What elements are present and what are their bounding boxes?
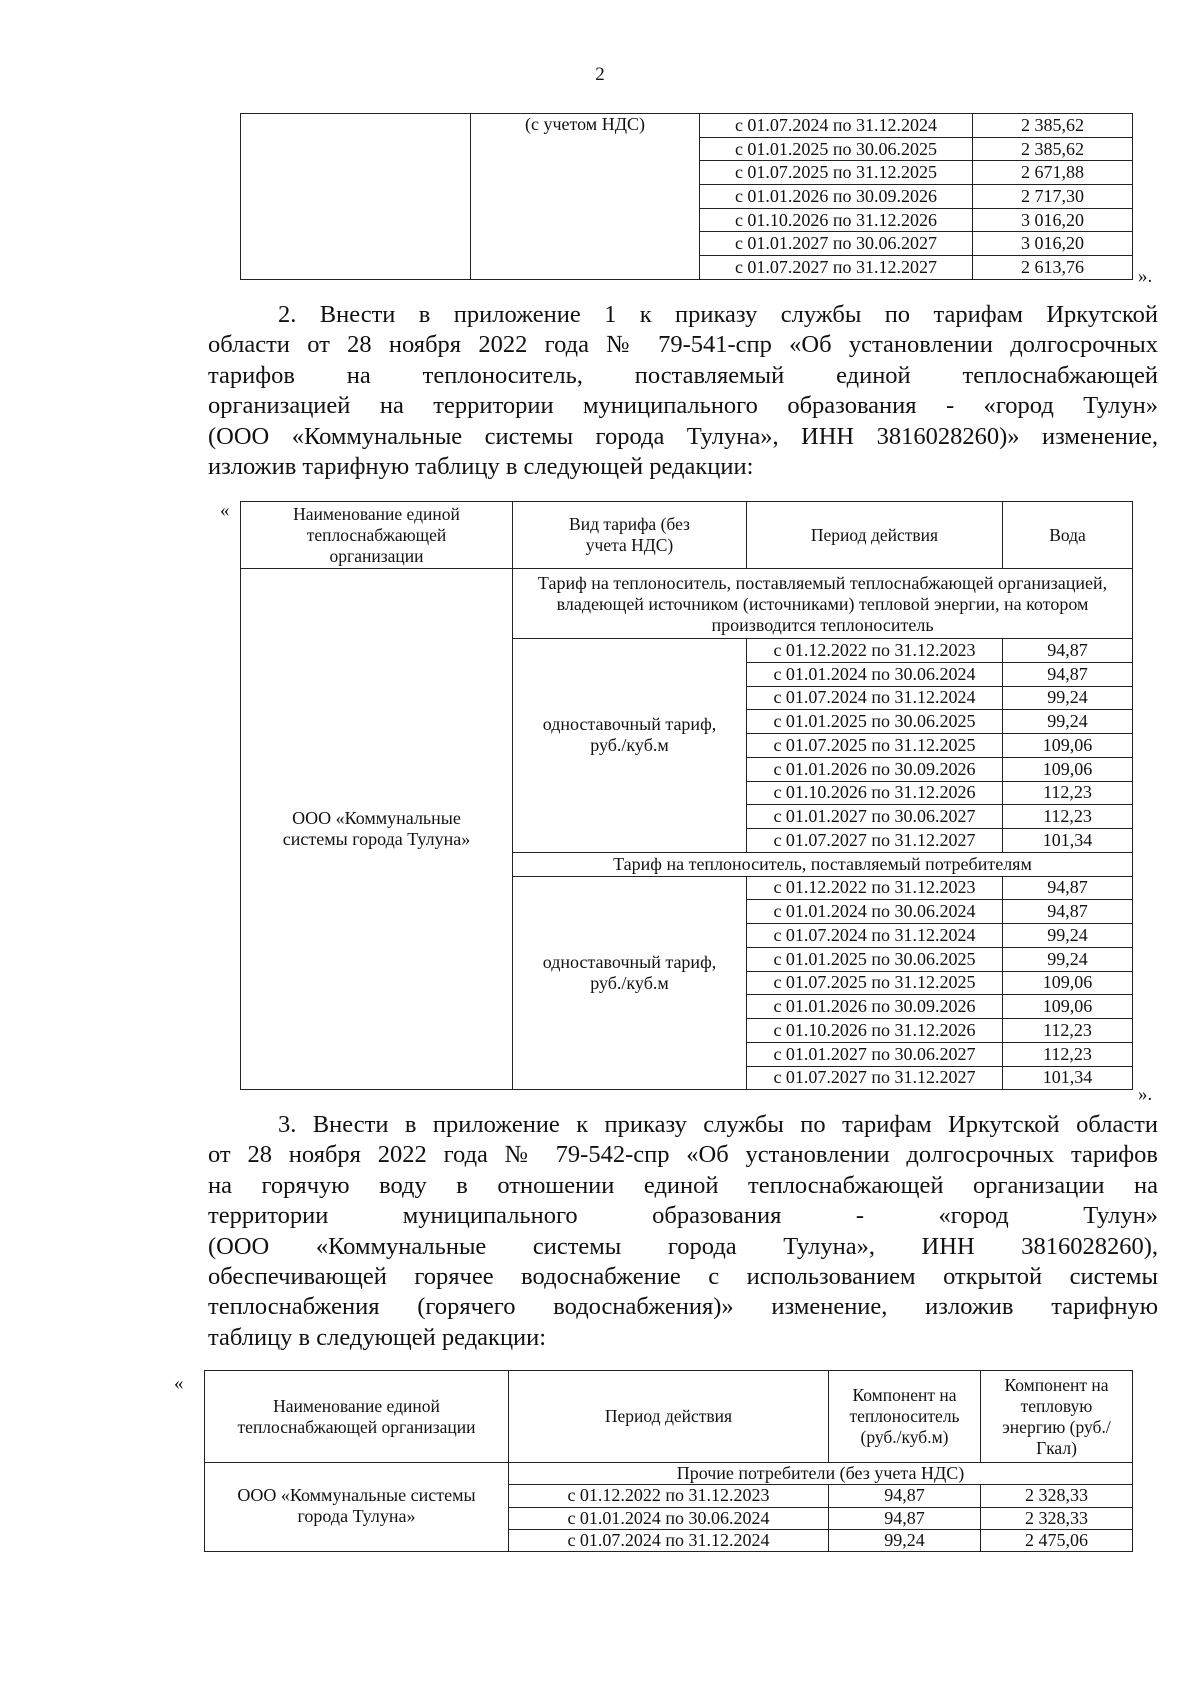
para3-line: 3. Внести в приложение к приказу службы по тарифам Иркутской области [278, 1111, 1158, 1138]
value-cell: 94,87 [1003, 876, 1133, 900]
section2-tariff-cell: одноставочный тариф, руб./куб.м [513, 876, 747, 1090]
value-cell: 112,23 [1003, 1019, 1133, 1043]
value-cell: 112,23 [1003, 781, 1133, 805]
value-cell: 109,06 [1003, 757, 1133, 781]
table3-open-mark: « [174, 1373, 184, 1394]
period-cell: с 01.07.2024 по 31.12.2024 [747, 686, 1003, 710]
section-title-row [205, 1463, 1133, 1485]
energy-cell: 2 328,33 [981, 1507, 1133, 1529]
paragraph-3 [208, 1110, 1158, 1353]
carrier-cell: 94,87 [829, 1485, 981, 1507]
period-cell: с 01.01.2027 по 30.06.2027 [747, 805, 1003, 829]
value-cell: 3 016,20 [973, 232, 1133, 256]
tariff-type-cell: (с учетом НДС) [471, 114, 700, 280]
para3-line: на горячую воду в отношении единой теплоснабжающей организации на [208, 1171, 1158, 1199]
value-cell: 99,24 [1003, 710, 1133, 734]
header-period: Период действия [747, 502, 1003, 569]
value-cell: 2 717,30 [973, 185, 1133, 209]
period-cell: с 01.01.2027 по 30.06.2027 [747, 1042, 1003, 1066]
section1-title: Тариф на теплоноситель, поставляемый теплоснабжающей организацией, владеющей источником (источниками) тепловой энергии, на котором производится теплоноситель [513, 569, 1133, 639]
value-cell: 101,34 [1003, 829, 1133, 853]
period-cell: с 01.01.2026 по 30.09.2026 [747, 757, 1003, 781]
value-cell: 101,34 [1003, 1066, 1133, 1090]
period-cell: с 01.07.2027 по 31.12.2027 [700, 256, 973, 280]
value-cell: 2 613,76 [973, 256, 1133, 280]
period-cell: с 01.01.2025 по 30.06.2025 [700, 137, 973, 161]
value-cell: 99,24 [1003, 947, 1133, 971]
value-cell: 112,23 [1003, 1042, 1133, 1066]
value-cell: 94,87 [1003, 900, 1133, 924]
value-cell: 112,23 [1003, 805, 1133, 829]
carrier-cell: 94,87 [829, 1507, 981, 1529]
period-cell: с 01.01.2025 по 30.06.2025 [747, 710, 1003, 734]
period-cell: с 01.07.2025 по 31.12.2025 [747, 734, 1003, 758]
period-cell: с 01.10.2026 по 31.12.2026 [747, 1019, 1003, 1043]
value-cell: 109,06 [1003, 995, 1133, 1019]
header-org: Наименование единой теплоснабжающей организации [205, 1371, 509, 1463]
header-water: Вода [1003, 502, 1133, 569]
value-cell: 109,06 [1003, 734, 1133, 758]
para3-line: (ООО «Коммунальные системы города Тулуна», ИНН 3816028260), [208, 1232, 1158, 1260]
org-cell [241, 114, 471, 280]
header-energy: Компонент на тепловую энергию (руб./Гкал) [981, 1371, 1133, 1463]
period-cell: с 01.01.2024 по 30.06.2024 [747, 662, 1003, 686]
period-cell: с 01.10.2026 по 31.12.2026 [747, 781, 1003, 805]
header-carrier: Компонент на теплоноситель (руб./куб.м) [829, 1371, 981, 1463]
value-cell: 3 016,20 [973, 208, 1133, 232]
header-org: Наименование единой теплоснабжающей организации [241, 502, 513, 569]
period-cell: с 01.07.2024 по 31.12.2024 [747, 924, 1003, 948]
energy-cell: 2 475,06 [981, 1529, 1133, 1551]
value-cell: 109,06 [1003, 971, 1133, 995]
hot-water-tariff-table [204, 1370, 1133, 1552]
para2-line: (ООО «Коммунальные системы города Тулуна», ИНН 3816028260)» изменение, [208, 422, 1158, 450]
period-cell: с 01.10.2026 по 31.12.2026 [700, 208, 973, 232]
period-cell: с 01.12.2022 по 31.12.2023 [747, 876, 1003, 900]
energy-cell: 2 328,33 [981, 1485, 1133, 1507]
tariff-table-continuation [240, 113, 1133, 280]
para2-line: изложив тарифную таблицу в следующей редакции: [208, 453, 754, 481]
period-cell: с 01.01.2026 по 30.09.2026 [700, 185, 973, 209]
period-cell: с 01.07.2025 по 31.12.2025 [747, 971, 1003, 995]
para3-line: таблицу в следующей редакции: [208, 1323, 547, 1351]
table2-closing-mark: ». [1138, 1084, 1153, 1105]
para3-line: территории муниципального образования - «город Тулун» [208, 1202, 1158, 1230]
para3-line: теплоснабжения (горячего водоснабжения)» изменение, изложив тарифную [208, 1293, 1158, 1321]
period-cell: с 01.07.2024 по 31.12.2024 [509, 1529, 829, 1551]
period-cell: с 01.07.2025 по 31.12.2025 [700, 161, 973, 185]
value-cell: 94,87 [1003, 639, 1133, 663]
section1-tariff-cell: одноставочный тариф, руб./куб.м [513, 639, 747, 853]
period-cell: с 01.01.2024 по 30.06.2024 [509, 1507, 829, 1529]
period-cell: с 01.07.2027 по 31.12.2027 [747, 1066, 1003, 1090]
value-cell: 99,24 [1003, 924, 1133, 948]
period-cell: с 01.01.2025 по 30.06.2025 [747, 947, 1003, 971]
period-cell: с 01.12.2022 по 31.12.2023 [509, 1485, 829, 1507]
para2-line: организацией на территории муниципального образования - «город Тулун» [208, 392, 1158, 420]
period-cell: с 01.12.2022 по 31.12.2023 [747, 639, 1003, 663]
table1-closing-mark: ». [1138, 266, 1153, 287]
period-cell: с 01.01.2026 по 30.09.2026 [747, 995, 1003, 1019]
org-name-cell: ООО «Коммунальные системы города Тулуна» [205, 1463, 509, 1552]
value-cell: 2 671,88 [973, 161, 1133, 185]
section-title: Прочие потребители (без учета НДС) [509, 1463, 1133, 1485]
section-title-row [241, 569, 1133, 639]
para2-line: 2. Внести в приложение 1 к приказу службы по тарифам Иркутской [278, 301, 1158, 328]
period-cell: с 01.07.2027 по 31.12.2027 [747, 829, 1003, 853]
org-name-cell: ООО «Коммунальные системы города Тулуна» [241, 569, 513, 1090]
table2-open-mark: « [220, 500, 230, 521]
value-cell: 99,24 [1003, 686, 1133, 710]
para3-line: от 28 ноября 2022 года № 79-542-спр «Об установлении долгосрочных тарифов [208, 1141, 1158, 1169]
period-cell: с 01.01.2024 по 30.06.2024 [747, 900, 1003, 924]
header-tariff-type: Вид тарифа (без учета НДС) [513, 502, 747, 569]
para3-line: обеспечивающей горячее водоснабжение с использованием открытой системы [208, 1263, 1158, 1291]
carrier-cell: 99,24 [829, 1529, 981, 1551]
table-row [241, 114, 1133, 138]
section2-title: Тариф на теплоноситель, поставляемый потребителям [513, 852, 1133, 876]
page-number: 2 [595, 64, 605, 85]
header-period: Период действия [509, 1371, 829, 1463]
table-header-row [241, 502, 1133, 569]
period-cell: с 01.07.2024 по 31.12.2024 [700, 114, 973, 138]
para2-line: области от 28 ноября 2022 года № 79-541-спр «Об установлении долгосрочных [208, 331, 1158, 359]
heat-carrier-tariff-table [240, 501, 1133, 1090]
table-header-row [205, 1371, 1133, 1463]
value-cell: 94,87 [1003, 662, 1133, 686]
value-cell: 2 385,62 [973, 114, 1133, 138]
period-cell: с 01.01.2027 по 30.06.2027 [700, 232, 973, 256]
para2-line: тарифов на теплоноситель, поставляемый единой теплоснабжающей [208, 361, 1158, 389]
value-cell: 2 385,62 [973, 137, 1133, 161]
paragraph-2 [208, 300, 1158, 482]
